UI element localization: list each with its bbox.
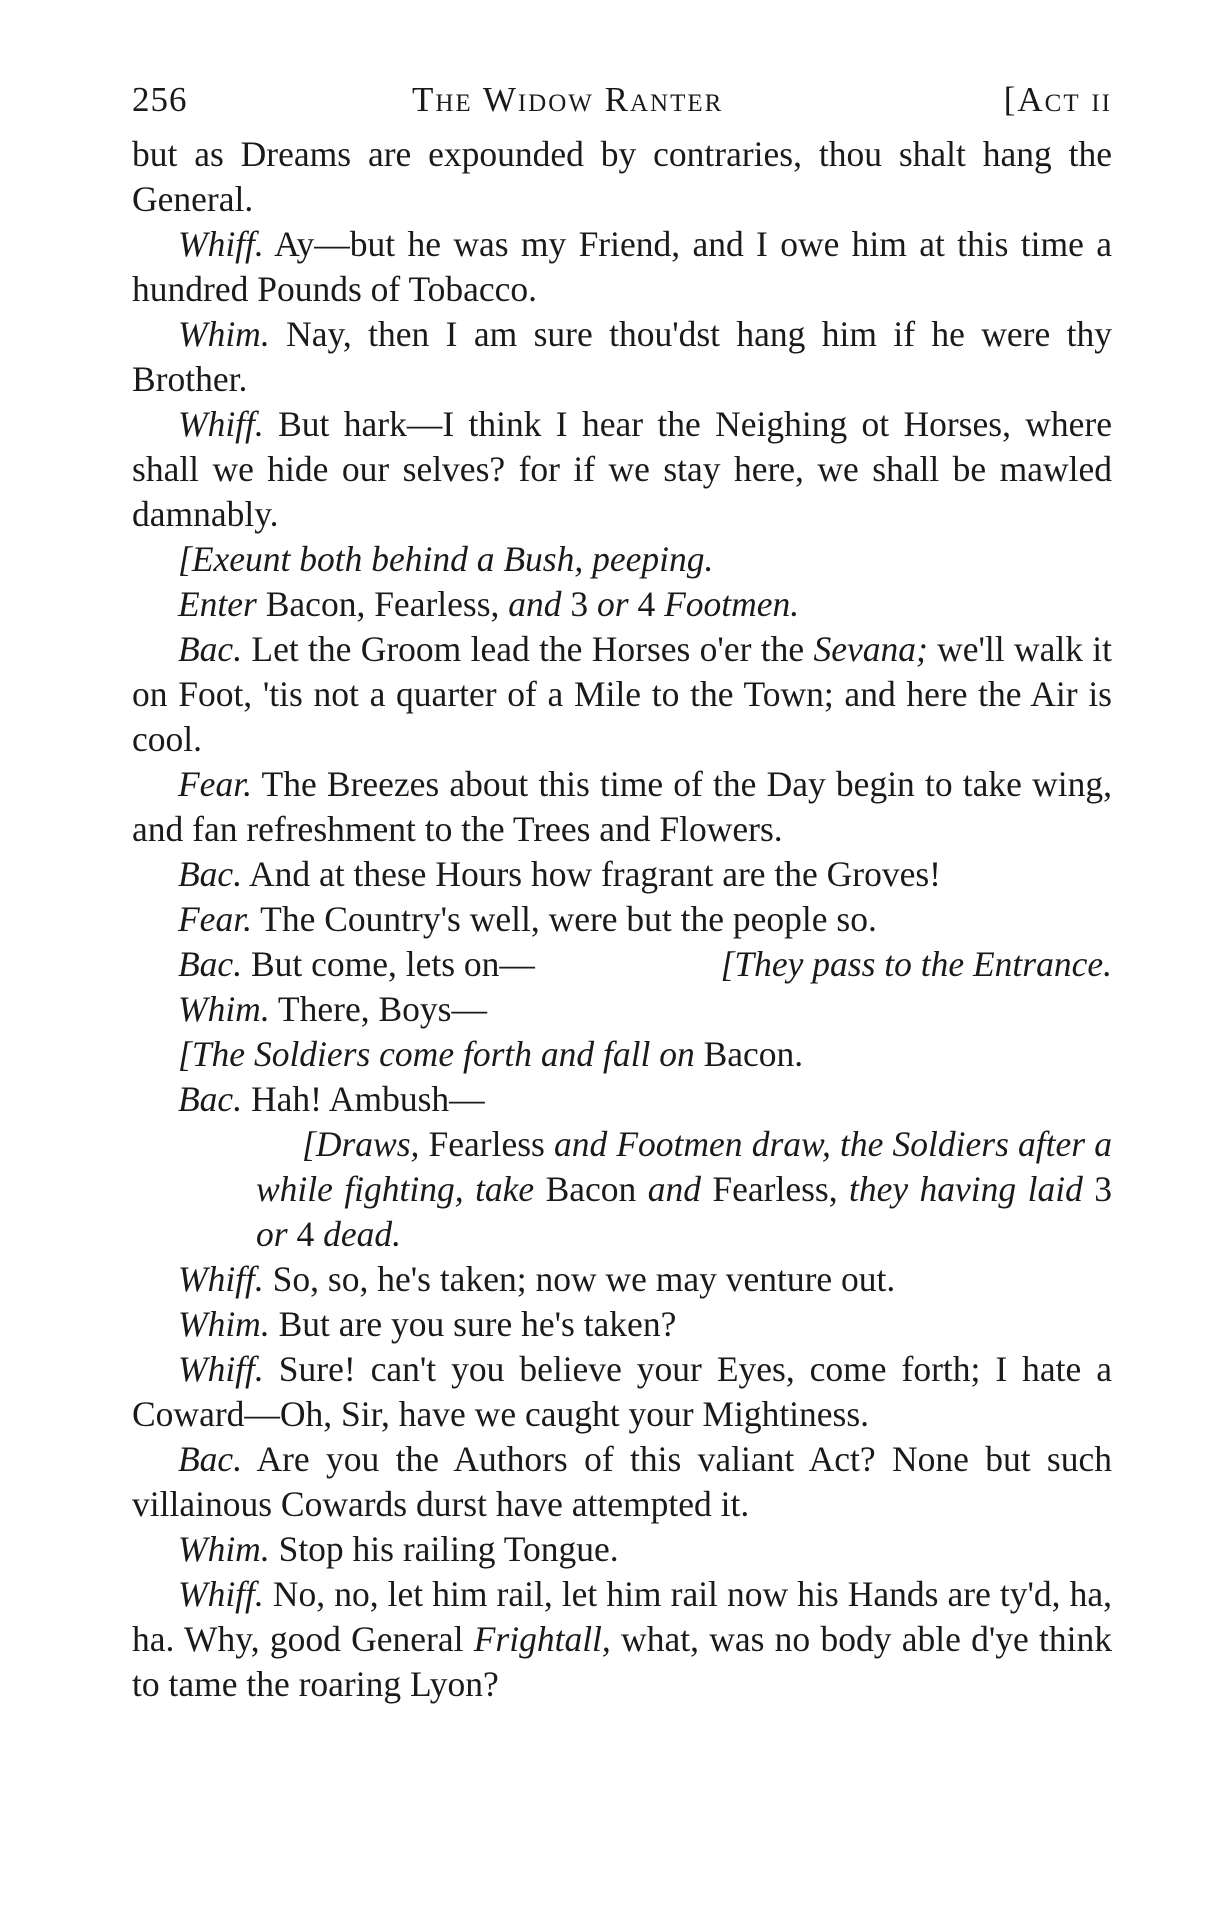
speech-line [132,627,1112,762]
character-name: Fearless, [700,1169,850,1209]
direction-text: and [647,1169,701,1209]
speech-line [132,1572,1112,1707]
entrance-direction [132,582,1112,627]
direction-word: Footmen. [664,584,800,624]
direction-text: they having laid [849,1169,1083,1209]
speaker-name: Bac. [178,1439,243,1479]
speech-text: Stop his railing Tongue. [269,1529,619,1569]
speech-text: There, Boys— [269,989,487,1029]
speech-line [132,987,1112,1032]
speech-text: we'll walk it on Foot, 'tis not a quarter of a Mile to the Town; and here the Air is cool. [132,629,1113,759]
running-head [132,80,1112,132]
speech-line [132,1347,1112,1437]
speech-line [132,132,1112,222]
page-number: 256 [132,80,188,119]
speaker-name: Bac. [178,629,243,669]
book-page [132,80,1112,1707]
speaker-name: Bac. [178,1079,243,1119]
stage-direction [132,1032,1112,1077]
play-text [132,132,1112,1707]
speech-text: The Breezes about this time of the Day begin to take wing, and fan refreshment to the Trees and Flowers. [132,764,1112,849]
speech-line [132,762,1112,852]
speech-line-with-direction [132,942,1112,987]
speech-text: So, so, he's taken; now we may venture out. [263,1259,896,1299]
direction-text: and Footmen draw, the Soldiers after a while fighting, take [256,1124,1112,1209]
character-name: Fearless [419,1124,554,1164]
number: 3 [1082,1169,1112,1209]
place-name: Sevana; [813,629,928,669]
speech-text: Are you the Authors of this valiant Act? None but such villainous Cowards durst have attempted it. [132,1439,1112,1524]
speaker-name: Fear. [178,764,252,804]
direction-text: dead. [323,1214,401,1254]
speech-text: Hah! Ambush— [242,1079,485,1119]
speech-line [132,852,1112,897]
speaker-name: Whiff. [178,1574,264,1614]
speech-text: Nay, then I am sure thou'dst hang him if he were thy Brother. [132,314,1112,399]
direction-text: [Draws, [302,1124,420,1164]
character-name: Bacon. [694,1034,804,1074]
number: 4 [628,584,665,624]
speech-line [132,312,1112,402]
stage-direction-block [132,1122,1112,1257]
number: 4 [287,1214,324,1254]
speaker-name: Whiff. [178,404,264,444]
speech-text: But come, lets on— [242,944,535,984]
speech-line [132,402,1112,537]
stage-direction: [They pass to the Entrance. [720,944,1112,984]
speech-text: Sure! can't you believe your Eyes, come forth; I hate a Coward—Oh, Sir, have we caught your Mightiness. [132,1349,1112,1434]
speech-text: And at these Hours how fragrant are the Groves! [242,854,942,894]
speaker-name: Whim. [178,1304,270,1344]
act-marker: [Act ii [1003,80,1112,119]
speech-line [132,222,1112,312]
running-title: The Widow Ranter [412,80,724,119]
speaker-name: Whiff. [178,1259,264,1299]
speaker-name: Bac. [178,854,243,894]
speaker-name: Whim. [178,314,270,354]
direction-word: Enter [178,584,257,624]
speech-text: what, was no body able d'ye think to tame the roaring Lyon? [132,1619,1112,1704]
speech-text: But hark—I think I hear the Neighing ot Horses, where shall we hide our selves? for if we stay here, we shall be mawled damnably. [132,404,1112,534]
speech-line [132,897,1112,942]
speech-line [132,1437,1112,1527]
speaker-name: Whiff. [178,224,264,264]
speech-text: Let the Groom lead the Horses o'er the [242,629,814,669]
direction-word: and [508,584,562,624]
speaker-name: Whim. [178,1529,270,1569]
speech-text: But are you sure he's taken? [269,1304,677,1344]
speech-text: The Country's well, were but the people so. [251,899,877,939]
direction-text: [The Soldiers come forth and fall on [178,1034,695,1074]
character-name: Bacon [534,1169,648,1209]
speech-line [132,1257,1112,1302]
speech-text: No, no, let him rail, let him rail now his Hands are ty'd, ha, ha. Why, good General [132,1574,1112,1659]
speaker-name: Whiff. [178,1349,264,1389]
direction-text: or [256,1214,288,1254]
speaker-name: Whim. [178,989,270,1029]
character-name: Frightall, [473,1619,611,1659]
speech-text: Ay—but he was my Friend, and I owe him at this time a hundred Pounds of Tobacco. [132,224,1112,309]
speech-text: but as Dreams are expounded by contraries, thou shalt hang the General. [132,134,1112,219]
speech-line [132,1527,1112,1572]
stage-direction: [Exeunt both behind a Bush, peeping. [178,539,714,579]
speech-line [132,1302,1112,1347]
direction-word: or [597,584,629,624]
speaker-name: Fear. [178,899,252,939]
number: 3 [561,584,598,624]
speech-line [132,1077,1112,1122]
character-names: Bacon, Fearless, [256,584,509,624]
speaker-name: Bac. [178,944,243,984]
